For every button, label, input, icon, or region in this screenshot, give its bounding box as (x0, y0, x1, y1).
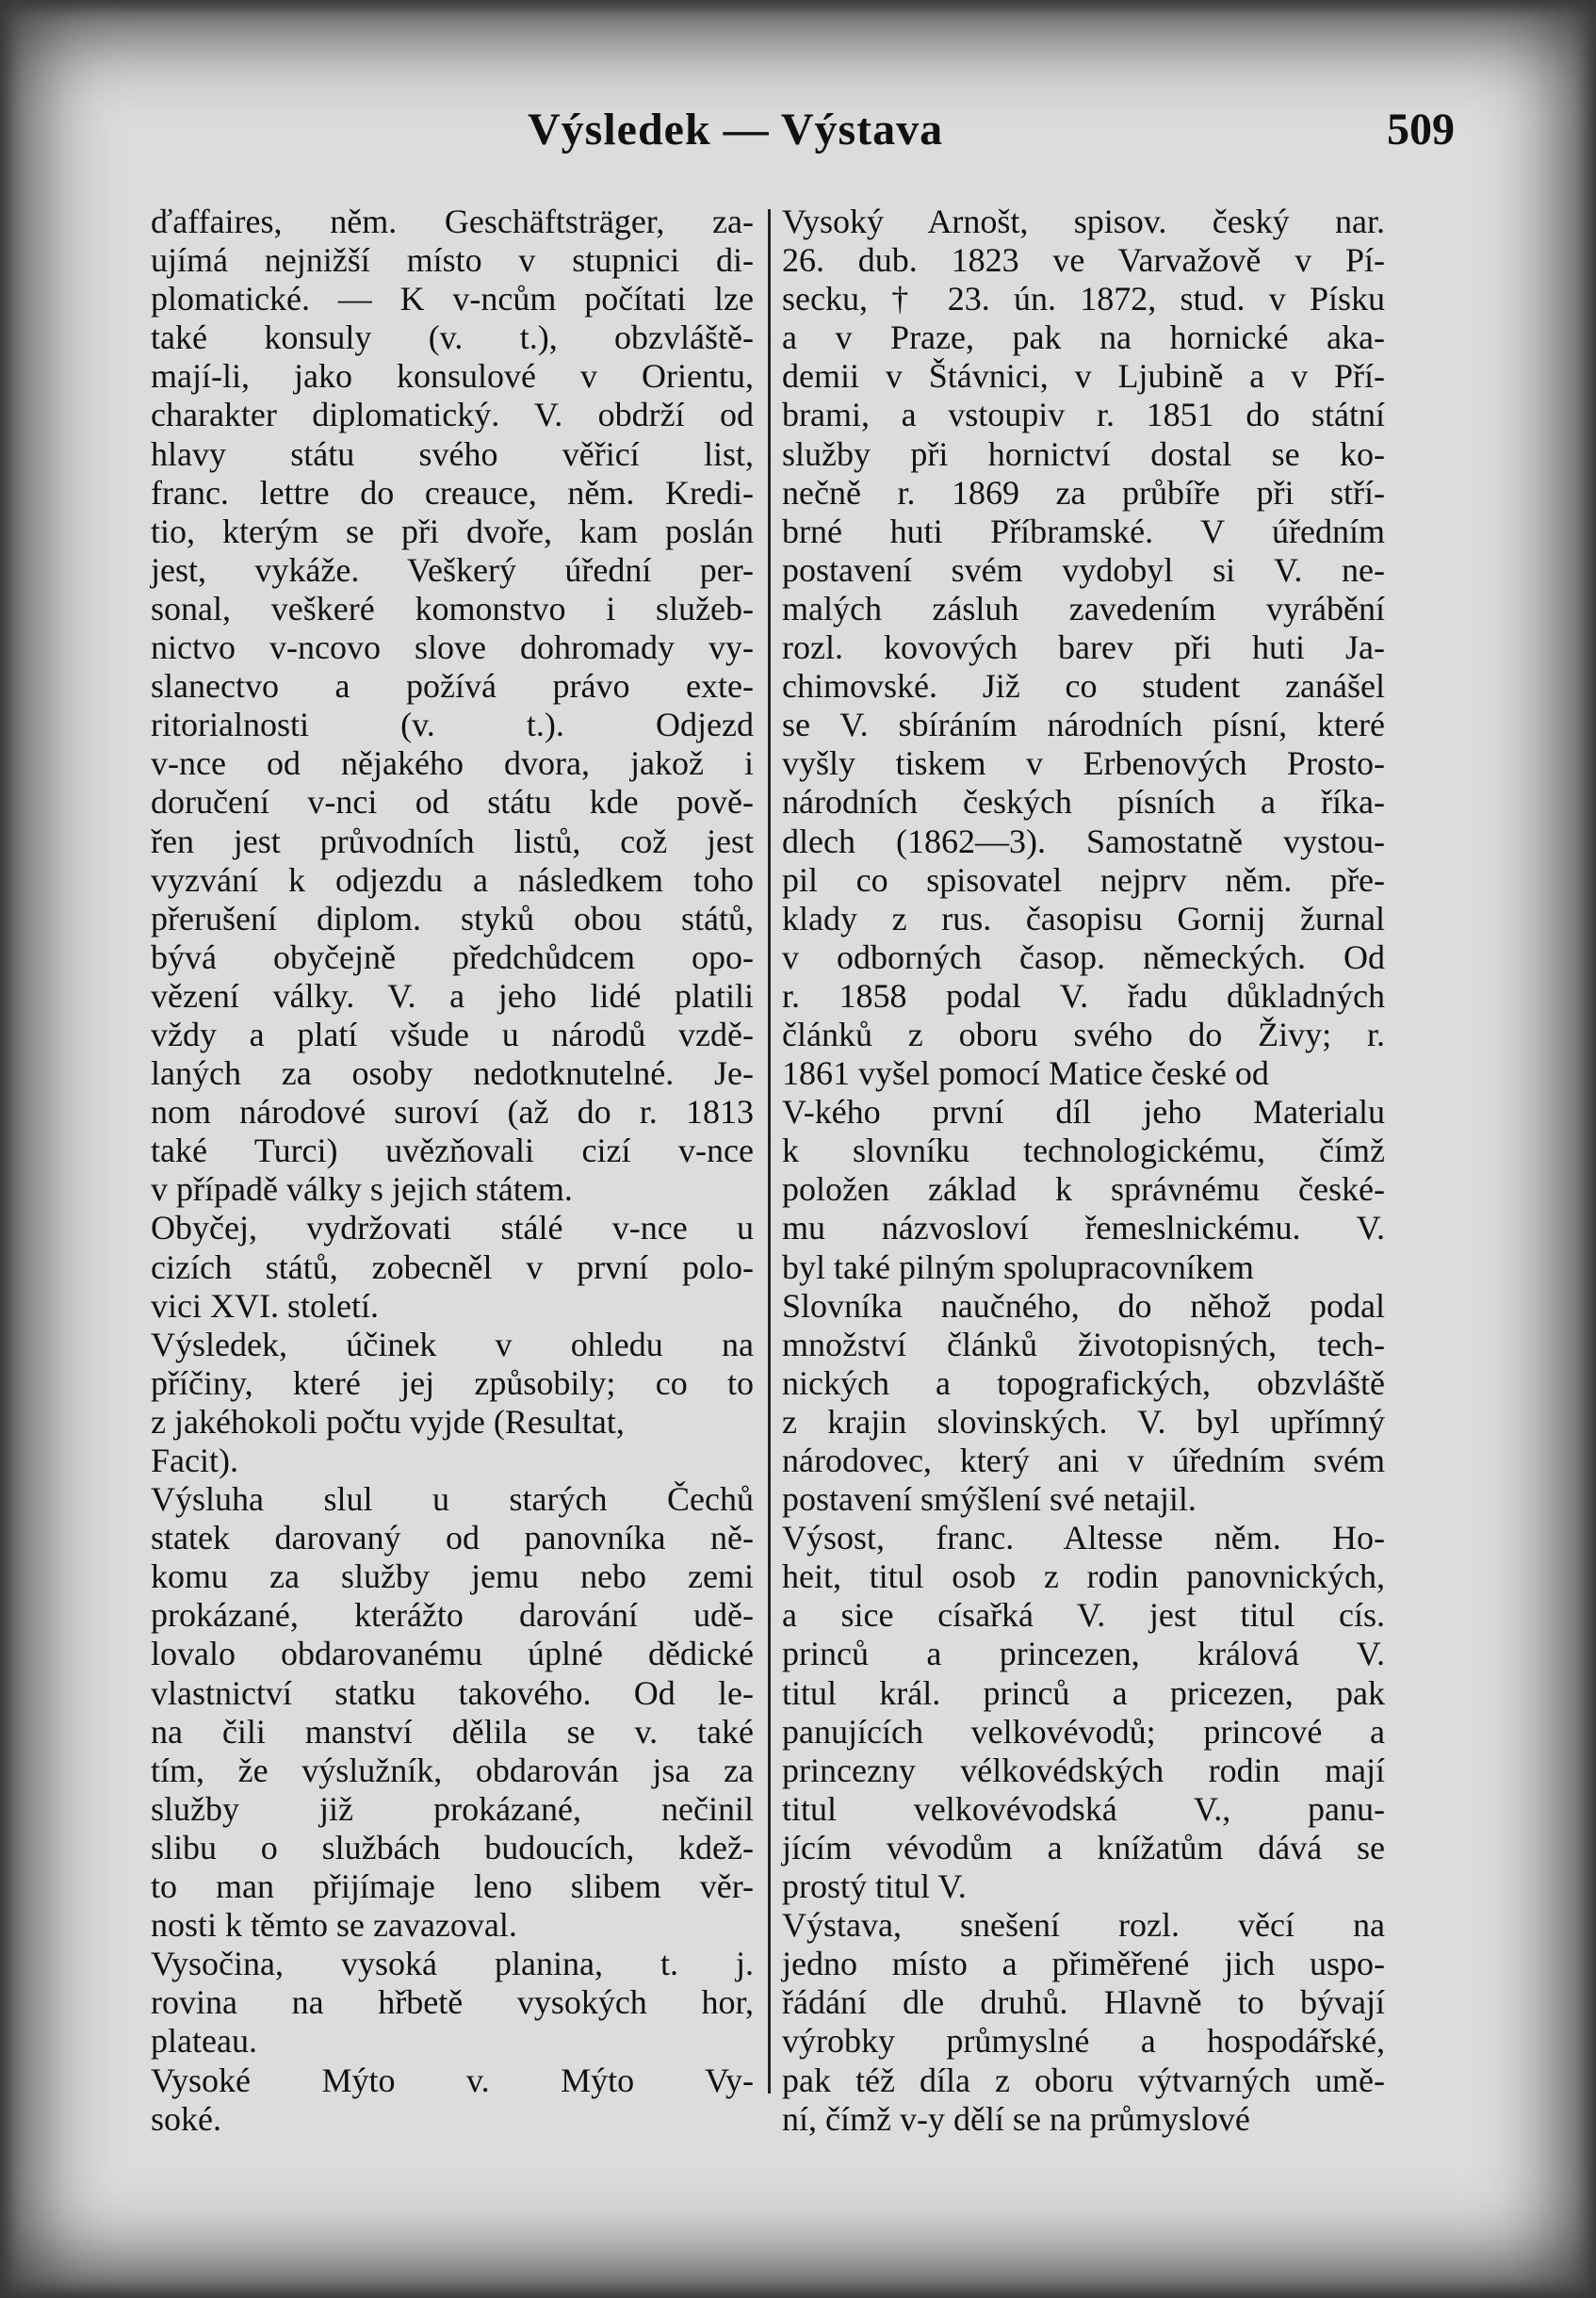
text-line: malých zásluh zavedením vyrábění (782, 589, 1385, 627)
text-line: byl také pilným spolupracovníkem (782, 1247, 1254, 1286)
text-line: tím, že výslužník, obdarován jsa za (151, 1751, 754, 1789)
text-line: nosti k těmto se zavazoval. (151, 1906, 517, 1945)
text-line: to man přijímaje leno slibem věr- (151, 1867, 754, 1906)
text-line: přerušení diplom. styků obou států, (151, 899, 754, 937)
text-line: Obyčej, vydržovati stálé v-nce u (151, 1209, 754, 1247)
text-line: služby již prokázané, nečinil (151, 1789, 754, 1828)
text-line: chimovské. Již co student zanášel (782, 667, 1385, 706)
text-line: r. 1858 podal V. řadu důkladných (782, 976, 1385, 1015)
text-line: 26. dub. 1823 ve Varvažově v Pí- (782, 241, 1385, 280)
text-line: jícím vévodům a knížatům dává se (782, 1828, 1385, 1866)
text-line: vyšly tiskem v Erbenových Prosto- (782, 744, 1385, 783)
text-line: princezny vélkovédských rodin mají (782, 1751, 1385, 1789)
text-line: množství článků životopisných, tech- (782, 1325, 1385, 1363)
text-line: Výstava, snešení rozl. věcí na (782, 1906, 1385, 1945)
text-line: a sice císařká V. jest titul cís. (782, 1596, 1385, 1635)
text-line: postavení svém vydobyl si V. ne- (782, 550, 1385, 589)
text-line: v odborných časop. německých. Od (782, 937, 1385, 976)
text-line: Výsluha slul u starých Čechů (151, 1480, 754, 1519)
text-line: v případě války s jejich státem. (151, 1170, 573, 1209)
text-line: doručení v-nci od státu kde pově- (151, 783, 754, 822)
text-line: franc. lettre do creauce, něm. Kredi- (151, 473, 754, 512)
text-line: řen jest průvodních listů, což jest (151, 822, 754, 860)
text-line: také konsuly (v. t.), obzvláště- (151, 318, 754, 357)
text-line: titul král. princů a pricezen, pak (782, 1673, 1385, 1712)
text-line: nečně r. 1869 za průbíře při stří- (782, 473, 1385, 512)
page-header (141, 104, 1455, 170)
text-line: výrobky průmyslné a hospodářské, (782, 2022, 1385, 2061)
text-line: ritorialnosti (v. t.). Odjezd (151, 706, 754, 744)
text-line: brné huti Příbramské. V úředním (782, 512, 1385, 550)
text-line: mají-li, jako konsulové v Orientu, (151, 357, 754, 396)
text-line: sonal, veškeré komonstvo i služeb- (151, 589, 754, 627)
text-line: jest, vykáže. Veškerý úřední per- (151, 550, 754, 589)
text-line: panujících velkovévodů; princové a (782, 1712, 1385, 1751)
text-line: slibu o službách budoucích, kdež- (151, 1828, 754, 1866)
text-line: Výsledek, účinek v ohledu na (151, 1325, 754, 1363)
text-line: slanectvo a požívá právo exte- (151, 667, 754, 706)
text-line: demii v Štávnici, v Ljubině a v Pří- (782, 357, 1385, 396)
text-line: bývá obyčejně předchůdcem opo- (151, 937, 754, 976)
text-line: služby při hornictví dostal se ko- (782, 434, 1385, 473)
text-line: národovec, který ani v úředním svém (782, 1442, 1385, 1479)
text-line: secku, † 23. ún. 1872, stud. v Písku (782, 280, 1385, 318)
text-line: článků z oboru svého do Živy; r. (782, 1015, 1385, 1053)
text-line: na čili manství dělila se v. také (151, 1712, 754, 1751)
text-line: Výsost, franc. Altesse něm. Ho- (782, 1519, 1385, 1557)
text-line: V-kého první díl jeho Materialu (782, 1093, 1385, 1132)
text-line: hlavy státu svého věřicí list, (151, 434, 754, 473)
text-line: vždy a platí všude u národů vzdě- (151, 1015, 754, 1053)
text-line: se V. sbíráním národních písní, které (782, 706, 1385, 744)
text-line: vlastnictví statku takového. Od le- (151, 1673, 754, 1712)
text-line: tio, kterým se při dvoře, kam poslán (151, 512, 754, 550)
text-line: komu za služby jemu nebo zemi (151, 1557, 754, 1596)
text-line: lovalo obdarovanému úplné dědické (151, 1635, 754, 1673)
text-line: v-nce od nějakého dvora, jakož i (151, 744, 754, 783)
text-line: vici XVI. století. (151, 1286, 379, 1325)
page-number: 509 (1387, 105, 1455, 155)
text-line: vězení války. V. a jeho lidé platili (151, 976, 754, 1015)
text-line: 1861 vyšel pomocí Matice české od (782, 1054, 1269, 1093)
text-line: plateau. (151, 2022, 257, 2061)
column-divider (768, 209, 771, 2094)
text-line: pil co spisovatel nejprv něm. pře- (782, 860, 1385, 899)
text-line: Vysoké Mýto v. Mýto Vy- (151, 2061, 754, 2099)
text-line: k slovníku technologickému, čímž (782, 1132, 1385, 1170)
text-line: Slovníka naučného, do něhož podal (782, 1286, 1385, 1325)
text-line: řádání dle druhů. Hlavně to bývají (782, 1983, 1385, 2022)
text-line: Vysočina, vysoká planina, t. j. (151, 1945, 754, 1983)
text-line: vyzvání k odjezdu a následkem toho (151, 860, 754, 899)
text-line: nictvo v-ncovo slove dohromady vy- (151, 628, 754, 667)
text-line: ďaffaires, něm. Geschäftsträger, za- (151, 203, 754, 240)
text-line: dlech (1862—3). Samostatně vystou- (782, 822, 1385, 860)
text-line: nom národové suroví (až do r. 1813 (151, 1093, 754, 1132)
text-line: heit, titul osob z rodin panovnických, (782, 1557, 1385, 1596)
text-line: položen základ k správnému české- (782, 1170, 1385, 1209)
text-line: pak též díla z oboru výtvarných umě- (782, 2061, 1385, 2099)
text-line: ní, čímž v-y dělí se na průmyslové (782, 2099, 1250, 2138)
text-line: soké. (151, 2099, 221, 2138)
text-line: titul velkovévodská V., panu- (782, 1789, 1385, 1828)
text-line: cizích států, zobecněl v první polo- (151, 1247, 754, 1286)
text-line: klady z rus. časopisu Gornij žurnal (782, 899, 1385, 937)
text-line: Facit). (151, 1442, 238, 1479)
right-column (782, 203, 1385, 2139)
text-line: a v Praze, pak na hornické aka- (782, 318, 1385, 357)
text-line: brami, a vstoupiv r. 1851 do státní (782, 396, 1385, 434)
text-line: jedno místo a přiměřené jich uspo- (782, 1945, 1385, 1983)
text-line: laných za osoby nedotknutelné. Je- (151, 1054, 754, 1093)
text-line: nických a topografických, obzvláště (782, 1363, 1385, 1402)
text-line: ujímá nejnižší místo v stupnici di- (151, 241, 754, 280)
text-line: postavení smýšlení své netajil. (782, 1480, 1197, 1519)
text-line: statek darovaný od panovníka ně- (151, 1519, 754, 1557)
text-line: z krajin slovinských. V. byl upřímný (782, 1402, 1385, 1441)
text-line: národních českých písních a říka- (782, 783, 1385, 822)
text-line: z jakéhokoli počtu vyjde (Resultat, (151, 1402, 625, 1441)
text-line: mu názvosloví řemeslnickému. V. (782, 1209, 1385, 1247)
text-line: princů a princezen, králová V. (782, 1635, 1385, 1673)
text-line: rovina na hřbetě vysokých hor, (151, 1983, 754, 2022)
text-line: plomatické. — K v-ncům počítati lze (151, 280, 754, 318)
text-line: charakter diplomatický. V. obdrží od (151, 396, 754, 434)
text-line: také Turci) uvězňovali cizí v-nce (151, 1132, 754, 1170)
running-title: Výsledek — Výstava (528, 105, 944, 155)
text-line: prostý titul V. (782, 1867, 967, 1906)
text-line: prokázané, kterážto darování udě- (151, 1596, 754, 1635)
left-column (151, 203, 754, 2139)
text-line: příčiny, které jej způsobily; co to (151, 1363, 754, 1402)
text-line: rozl. kovových barev při huti Ja- (782, 628, 1385, 667)
text-line: Vysoký Arnošt, spisov. český nar. (782, 203, 1385, 240)
